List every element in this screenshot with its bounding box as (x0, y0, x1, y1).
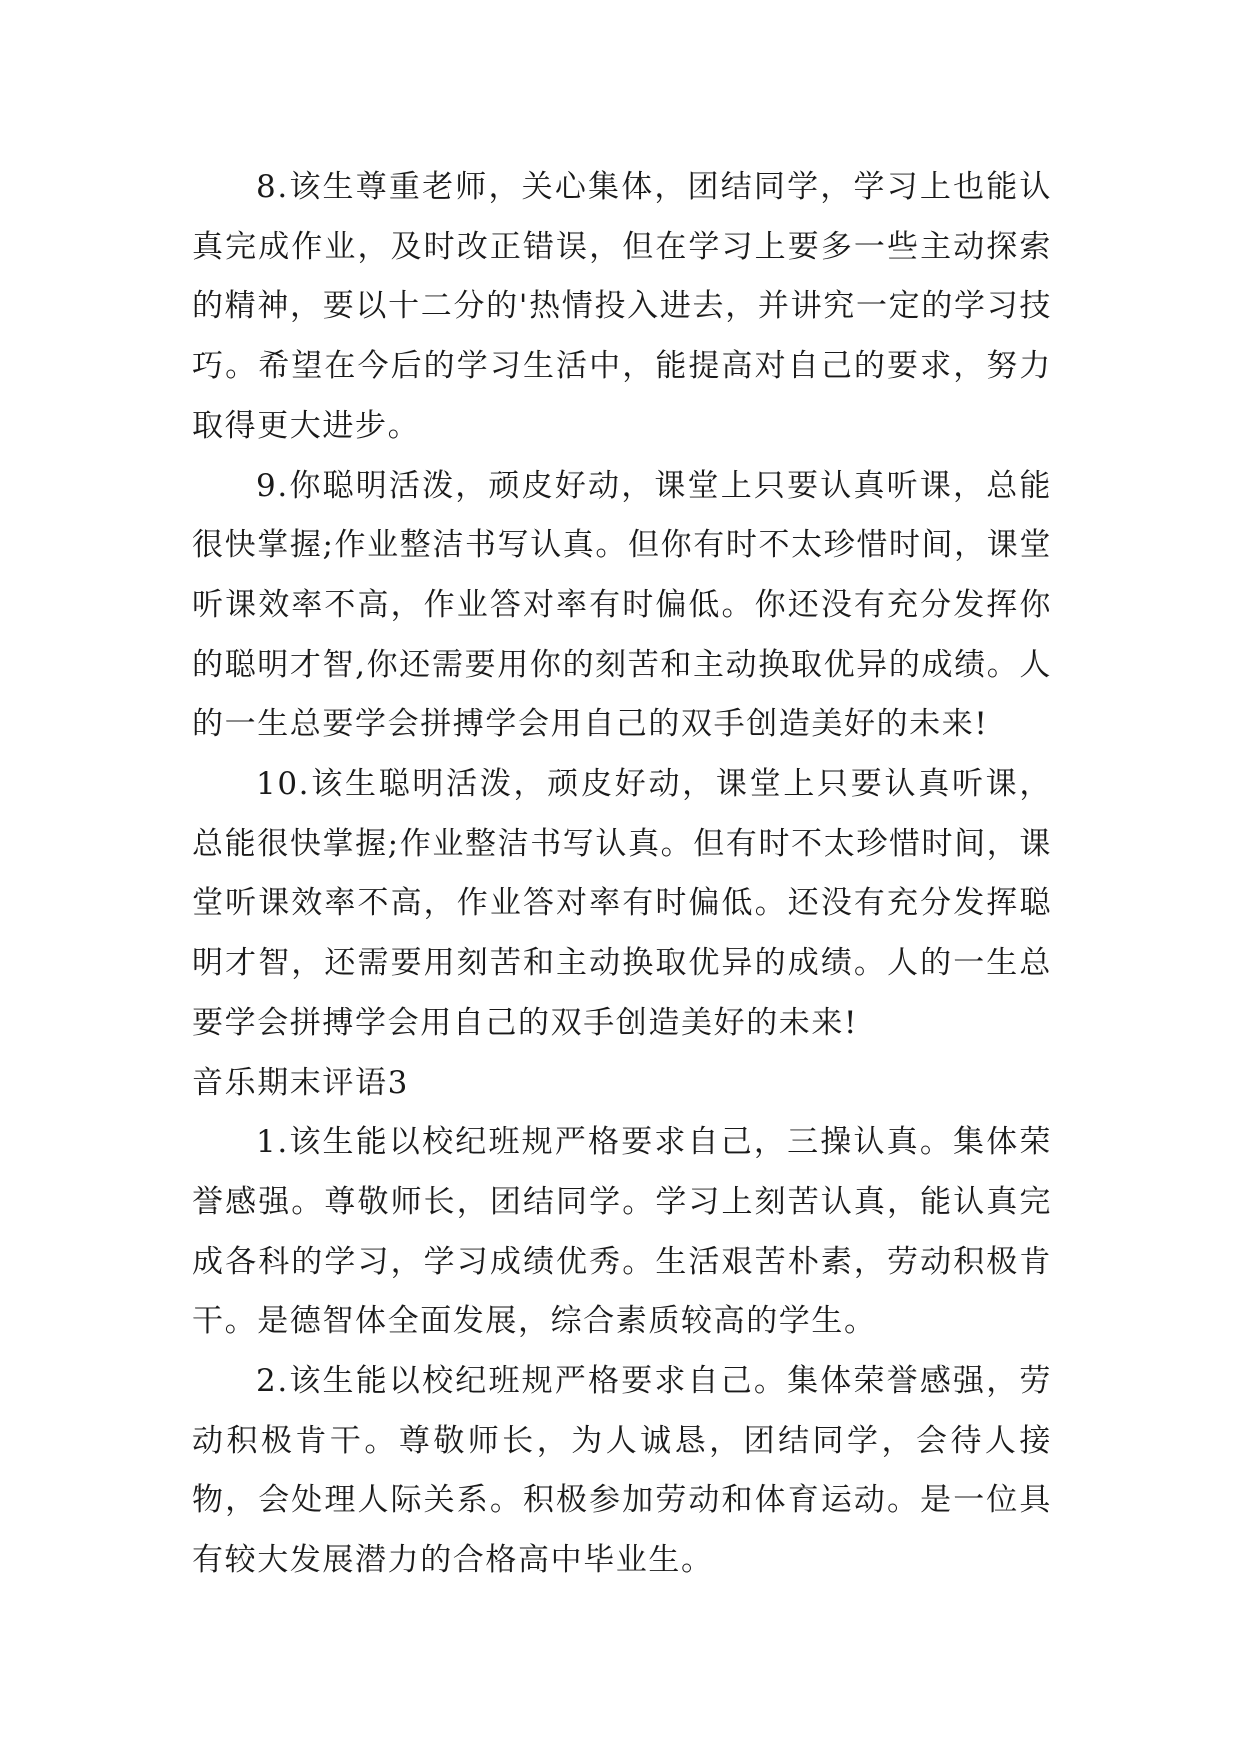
comment-paragraph-1: 1.该生能以校纪班规严格要求自己，三操认真。集体荣誉感强。尊敬师长，团结同学。学习上刻苦认真，能认真完成各科的学习，学习成绩优秀。生活艰苦朴素，劳动积极肯干。是德智体全面发展，综合素质较高的学生。 (192, 1124, 1052, 1340)
section-heading: 音乐期末评语3 (192, 1064, 409, 1101)
comment-paragraph-9: 9.你聪明活泼，顽皮好动，课堂上只要认真听课，总能很快掌握;作业整洁书写认真。但你有时不太珍惜时间，课堂听课效率不高，作业答对率有时偏低。你还没有充分发挥你的聪明才智,你还需要用你的刻苦和主动换取优异的成绩。人的一生总要学会拼搏学会用自己的双手创造美好的未来! (192, 467, 1052, 743)
document-page (192, 158, 1052, 1591)
comment-paragraph-2: 2.该生能以校纪班规严格要求自己。集体荣誉感强，劳动积极肯干。尊敬师长，为人诚恳，团结同学，会待人接物，会处理人际关系。积极参加劳动和体育运动。是一位具有较大发展潜力的合格高中毕业生。 (192, 1363, 1052, 1579)
comment-paragraph-8: 8.该生尊重老师，关心集体，团结同学，学习上也能认真完成作业，及时改正错误，但在学习上要多一些主动探索的精神，要以十二分的'热情投入进去，并讲究一定的学习技巧。希望在今后的学习生活中，能提高对自己的要求，努力取得更大进步。 (192, 169, 1052, 444)
comment-paragraph-10: 10.该生聪明活泼，顽皮好动，课堂上只要认真听课，总能很快掌握;作业整洁书写认真。但有时不太珍惜时间，课堂听课效率不高，作业答对率有时偏低。还没有充分发挥聪明才智，还需要用刻苦和主动换取优异的成绩。人的一生总要学会拼搏学会用自己的双手创造美好的未来! (192, 766, 1052, 1041)
